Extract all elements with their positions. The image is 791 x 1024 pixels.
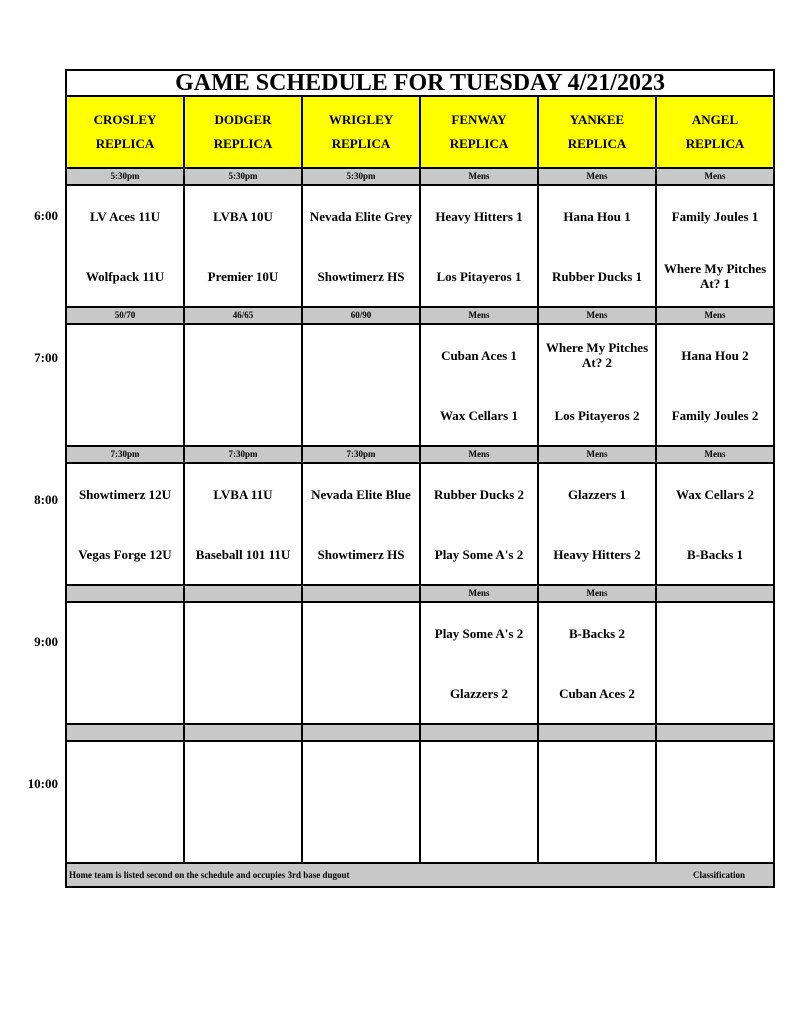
away-team: Showtimerz 12U	[78, 486, 172, 502]
away-team	[657, 742, 773, 802]
home-team-note: Home team is listed second on the schedule and occupies 3rd base dugout	[69, 869, 350, 880]
away-team: Hana Hou 1	[563, 208, 631, 224]
schedule-table	[65, 69, 775, 888]
home-team: Wax Cellars 1	[440, 407, 518, 423]
away-team: Where My Pitches At? 2	[545, 340, 649, 370]
game-cell	[184, 741, 302, 863]
game-cell	[66, 463, 184, 585]
away-team: Family Joules 1	[671, 208, 759, 224]
slot-info-cell: 5:30pm	[184, 168, 302, 185]
field-header-fenway	[420, 96, 538, 168]
away-team	[67, 603, 183, 663]
field-header-crosley	[66, 96, 184, 168]
game-cell	[302, 741, 420, 863]
game-cell	[538, 741, 656, 863]
field-sub: REPLICA	[95, 136, 155, 151]
home-team	[67, 663, 183, 723]
game-slot-row	[66, 463, 774, 585]
slot-info-cell: 50/70	[66, 307, 184, 324]
away-team	[185, 603, 301, 663]
home-team: Heavy Hitters 2	[553, 546, 641, 562]
game-cell	[66, 602, 184, 724]
time-label: 7:00	[34, 350, 58, 365]
away-team: LVBA 11U	[213, 486, 273, 502]
game-slot-row	[66, 185, 774, 307]
slot-info-cell: 7:30pm	[302, 446, 420, 463]
away-team	[67, 325, 183, 385]
slot-info-cell: 60/90	[302, 307, 420, 324]
field-header-angel	[656, 96, 774, 168]
away-team: Rubber Ducks 2	[433, 486, 525, 502]
away-team: Hana Hou 2	[681, 347, 749, 363]
field-sub: REPLICA	[685, 136, 745, 151]
home-team	[303, 663, 419, 723]
slot-info-cell: Mens	[420, 307, 538, 324]
home-team	[539, 802, 655, 862]
slot-info-cell: 7:30pm	[66, 446, 184, 463]
home-team: Rubber Ducks 1	[551, 268, 643, 284]
home-team: Wolfpack 11U	[85, 268, 165, 284]
home-team	[185, 802, 301, 862]
time-label: 10:00	[27, 776, 58, 791]
home-team	[185, 663, 301, 723]
game-cell	[66, 741, 184, 863]
slot-info-bar	[66, 724, 774, 741]
home-team: Premier 10U	[207, 268, 279, 284]
slot-info-cell: 5:30pm	[66, 168, 184, 185]
game-slot-row	[66, 324, 774, 446]
game-cell	[420, 741, 538, 863]
slot-info-cell: 46/65	[184, 307, 302, 324]
home-team	[185, 385, 301, 445]
home-team: Baseball 101 11U	[195, 546, 291, 562]
slot-info-cell: 5:30pm	[302, 168, 420, 185]
away-team	[303, 325, 419, 385]
game-cell	[656, 602, 774, 724]
away-team: LV Aces 11U	[89, 208, 161, 224]
game-cell	[302, 185, 420, 307]
time-label: 6:00	[34, 208, 58, 223]
home-team	[303, 802, 419, 862]
home-team	[657, 802, 773, 862]
field-sub: REPLICA	[449, 136, 509, 151]
game-cell	[302, 324, 420, 446]
away-team	[539, 742, 655, 802]
slot-info-cell: Mens	[538, 168, 656, 185]
home-team: Los Pitayeros 1	[436, 268, 522, 284]
game-cell	[538, 185, 656, 307]
home-team	[67, 802, 183, 862]
away-team	[185, 742, 301, 802]
away-team	[421, 742, 537, 802]
away-team: LVBA 10U	[213, 208, 273, 224]
game-cell	[656, 185, 774, 307]
home-team: B-Backs 1	[687, 546, 744, 562]
field-sub: REPLICA	[331, 136, 391, 151]
away-team	[67, 742, 183, 802]
game-cell	[66, 185, 184, 307]
game-cell	[66, 324, 184, 446]
slot-info-cell: Mens	[420, 168, 538, 185]
field-header-wrigley	[302, 96, 420, 168]
slot-info-bar	[66, 168, 774, 185]
away-team	[185, 325, 301, 385]
field-header-yankee	[538, 96, 656, 168]
game-cell	[656, 741, 774, 863]
slot-info-cell	[184, 585, 302, 602]
slot-info-cell	[656, 585, 774, 602]
away-team: Play Some A's 2	[434, 625, 524, 641]
game-cell	[184, 324, 302, 446]
home-team: Where My Pitches At? 1	[663, 261, 767, 291]
slot-info-cell: Mens	[420, 585, 538, 602]
home-team	[657, 663, 773, 723]
game-cell	[302, 602, 420, 724]
slot-info-cell: Mens	[656, 168, 774, 185]
game-cell	[420, 324, 538, 446]
game-cell	[656, 463, 774, 585]
footer-row	[66, 863, 774, 887]
home-team: Los Pitayeros 2	[554, 407, 640, 423]
game-cell	[420, 602, 538, 724]
slot-info-cell	[302, 585, 420, 602]
game-slot-row	[66, 602, 774, 724]
field-name: WRIGLEY	[328, 112, 394, 127]
slot-info-cell	[656, 724, 774, 741]
away-team: Cuban Aces 1	[441, 347, 517, 363]
game-cell	[302, 463, 420, 585]
home-team: Showtimerz HS	[317, 546, 405, 562]
slot-info-cell: Mens	[656, 446, 774, 463]
game-cell	[420, 463, 538, 585]
slot-info-cell	[66, 724, 184, 741]
home-team: Play Some A's 2	[434, 546, 524, 562]
slot-info-cell: Mens	[420, 446, 538, 463]
home-team: Showtimerz HS	[317, 268, 405, 284]
slot-info-bar	[66, 307, 774, 324]
slot-info-bar	[66, 446, 774, 463]
slot-info-cell: Mens	[656, 307, 774, 324]
away-team: Nevada Elite Grey	[309, 208, 413, 224]
time-label: 8:00	[34, 492, 58, 507]
home-team	[421, 802, 537, 862]
game-cell	[184, 463, 302, 585]
field-name: DODGER	[214, 112, 272, 127]
away-team: Glazzers 1	[567, 486, 627, 502]
home-team	[303, 385, 419, 445]
home-team	[67, 385, 183, 445]
field-sub: REPLICA	[213, 136, 273, 151]
game-cell	[538, 324, 656, 446]
away-team: B-Backs 2	[569, 625, 625, 641]
away-team: Heavy Hitters 1	[435, 208, 523, 224]
schedule-title: GAME SCHEDULE FOR TUESDAY 4/21/2023	[66, 70, 774, 96]
slot-info-cell	[420, 724, 538, 741]
field-name: ANGEL	[691, 112, 739, 127]
away-team	[303, 603, 419, 663]
game-cell	[184, 185, 302, 307]
slot-info-cell	[184, 724, 302, 741]
home-team: Cuban Aces 2	[559, 685, 635, 701]
field-name: FENWAY	[451, 112, 507, 127]
away-team	[303, 742, 419, 802]
game-cell	[184, 602, 302, 724]
field-name: CROSLEY	[93, 112, 157, 127]
slot-info-bar	[66, 585, 774, 602]
slot-info-cell	[66, 585, 184, 602]
slot-info-cell: Mens	[538, 585, 656, 602]
field-sub: REPLICA	[567, 136, 627, 151]
game-cell	[538, 463, 656, 585]
slot-info-cell: Mens	[538, 446, 656, 463]
field-header-dodger	[184, 96, 302, 168]
schedule-sheet	[65, 69, 773, 888]
game-cell	[538, 602, 656, 724]
slot-info-cell: 7:30pm	[184, 446, 302, 463]
away-team: Nevada Elite Blue	[311, 486, 411, 502]
home-team: Vegas Forge 12U	[78, 546, 172, 562]
game-cell	[656, 324, 774, 446]
slot-info-cell	[302, 724, 420, 741]
slot-info-cell	[538, 724, 656, 741]
home-team: Glazzers 2	[449, 685, 509, 701]
time-label: 9:00	[34, 634, 58, 649]
game-slot-row	[66, 741, 774, 863]
slot-info-cell: Mens	[538, 307, 656, 324]
away-team: Wax Cellars 2	[676, 486, 755, 502]
footer-cell	[66, 863, 774, 887]
home-team: Family Joules 2	[671, 407, 759, 423]
away-team	[657, 603, 773, 663]
field-name: YANKEE	[569, 112, 625, 127]
game-cell	[420, 185, 538, 307]
classification-label: Classification	[693, 869, 746, 880]
